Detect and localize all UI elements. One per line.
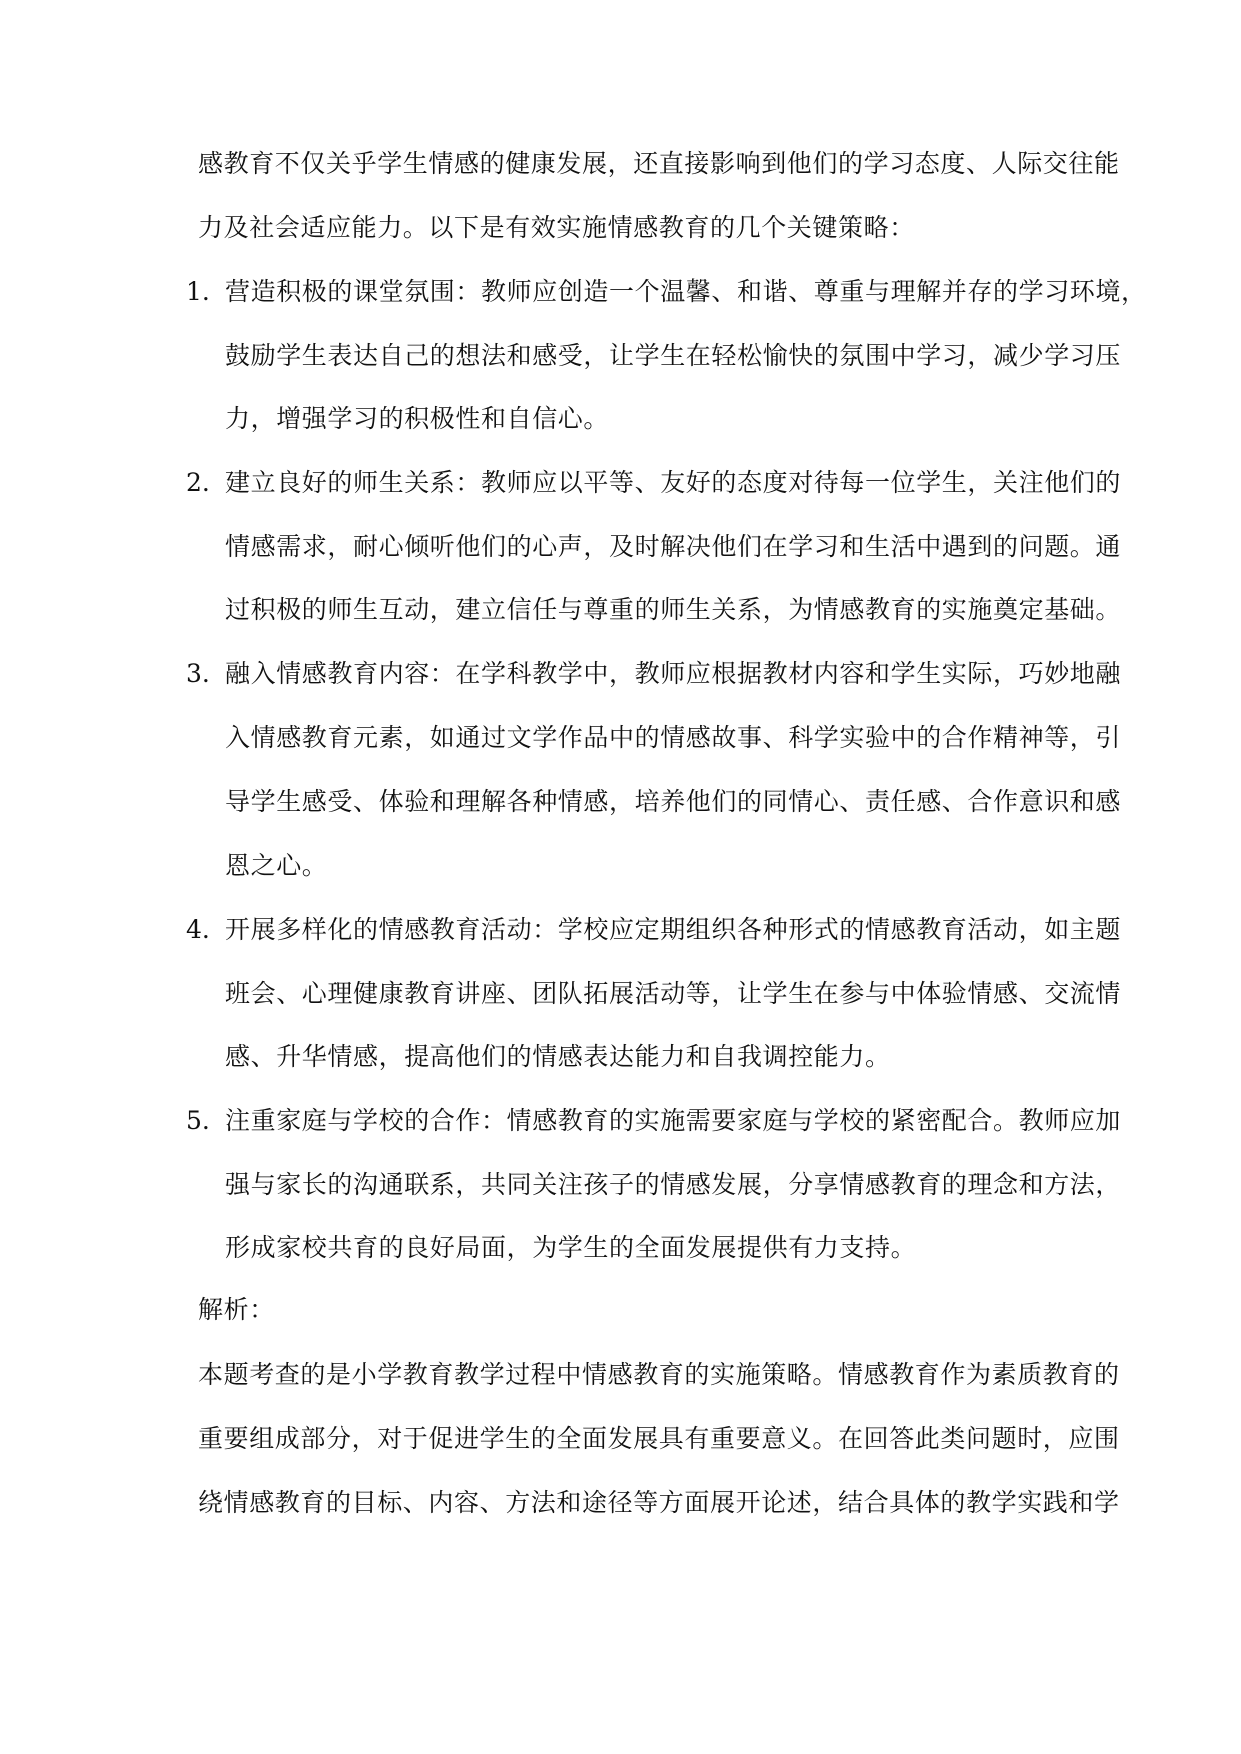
list-item-line: 力，增强学习的积极性和自信心。 xyxy=(225,404,610,433)
list-item-line: 注重家庭与学校的合作：情感教育的实施需要家庭与学校的紧密配合。教师应加 xyxy=(225,1106,1122,1135)
list-item-line: 强与家长的沟通联系，共同关注孩子的情感发展，分享情感教育的理念和方法， xyxy=(225,1170,1122,1199)
list-item-line: 入情感教育元素，如通过文学作品中的情感故事、科学实验中的合作精神等，引 xyxy=(225,723,1122,752)
list-item-line: 情感需求，耐心倾听他们的心声，及时解决他们在学习和生活中遇到的问题。通 xyxy=(225,532,1122,561)
list-item-line: 建立良好的师生关系：教师应以平等、友好的态度对待每一位学生，关注他们的 xyxy=(225,468,1122,497)
list-item-number: 4. xyxy=(186,915,210,944)
list-item-line: 营造积极的课堂氛围：教师应创造一个温馨、和谐、尊重与理解并存的学习环境， xyxy=(225,277,1147,306)
list-item-line: 过积极的师生互动，建立信任与尊重的师生关系，为情感教育的实施奠定基础。 xyxy=(225,595,1122,624)
intro-line-1: 感教育不仅关乎学生情感的健康发展，还直接影响到他们的学习态度、人际交往能 xyxy=(198,149,1120,178)
list-item-line: 恩之心。 xyxy=(225,851,328,880)
analysis-line: 本题考查的是小学教育教学过程中情感教育的实施策略。情感教育作为素质教育的 xyxy=(198,1360,1120,1389)
list-item-number: 5. xyxy=(186,1106,210,1135)
list-item-line: 开展多样化的情感教育活动：学校应定期组织各种形式的情感教育活动，如主题 xyxy=(225,915,1122,944)
analysis-heading: 解析： xyxy=(198,1295,275,1324)
list-item-line: 鼓励学生表达自己的想法和感受，让学生在轻松愉快的氛围中学习，减少学习压 xyxy=(225,341,1122,370)
list-item-number: 1. xyxy=(186,277,210,306)
list-item-line: 融入情感教育内容：在学科教学中，教师应根据教材内容和学生实际，巧妙地融 xyxy=(225,659,1122,688)
list-item-line: 导学生感受、体验和理解各种情感，培养他们的同情心、责任感、合作意识和感 xyxy=(225,787,1122,816)
list-item-line: 班会、心理健康教育讲座、团队拓展活动等，让学生在参与中体验情感、交流情 xyxy=(225,979,1122,1008)
list-item-line: 形成家校共育的良好局面，为学生的全面发展提供有力支持。 xyxy=(225,1233,917,1262)
analysis-line: 绕情感教育的目标、内容、方法和途径等方面展开论述，结合具体的教学实践和学 xyxy=(198,1488,1120,1517)
list-item-number: 3. xyxy=(186,659,210,688)
analysis-line: 重要组成部分，对于促进学生的全面发展具有重要意义。在回答此类问题时，应围 xyxy=(198,1424,1120,1453)
list-item-line: 感、升华情感，提高他们的情感表达能力和自我调控能力。 xyxy=(225,1042,891,1071)
list-item-number: 2. xyxy=(186,468,210,497)
intro-line-2: 力及社会适应能力。以下是有效实施情感教育的几个关键策略： xyxy=(198,213,915,242)
